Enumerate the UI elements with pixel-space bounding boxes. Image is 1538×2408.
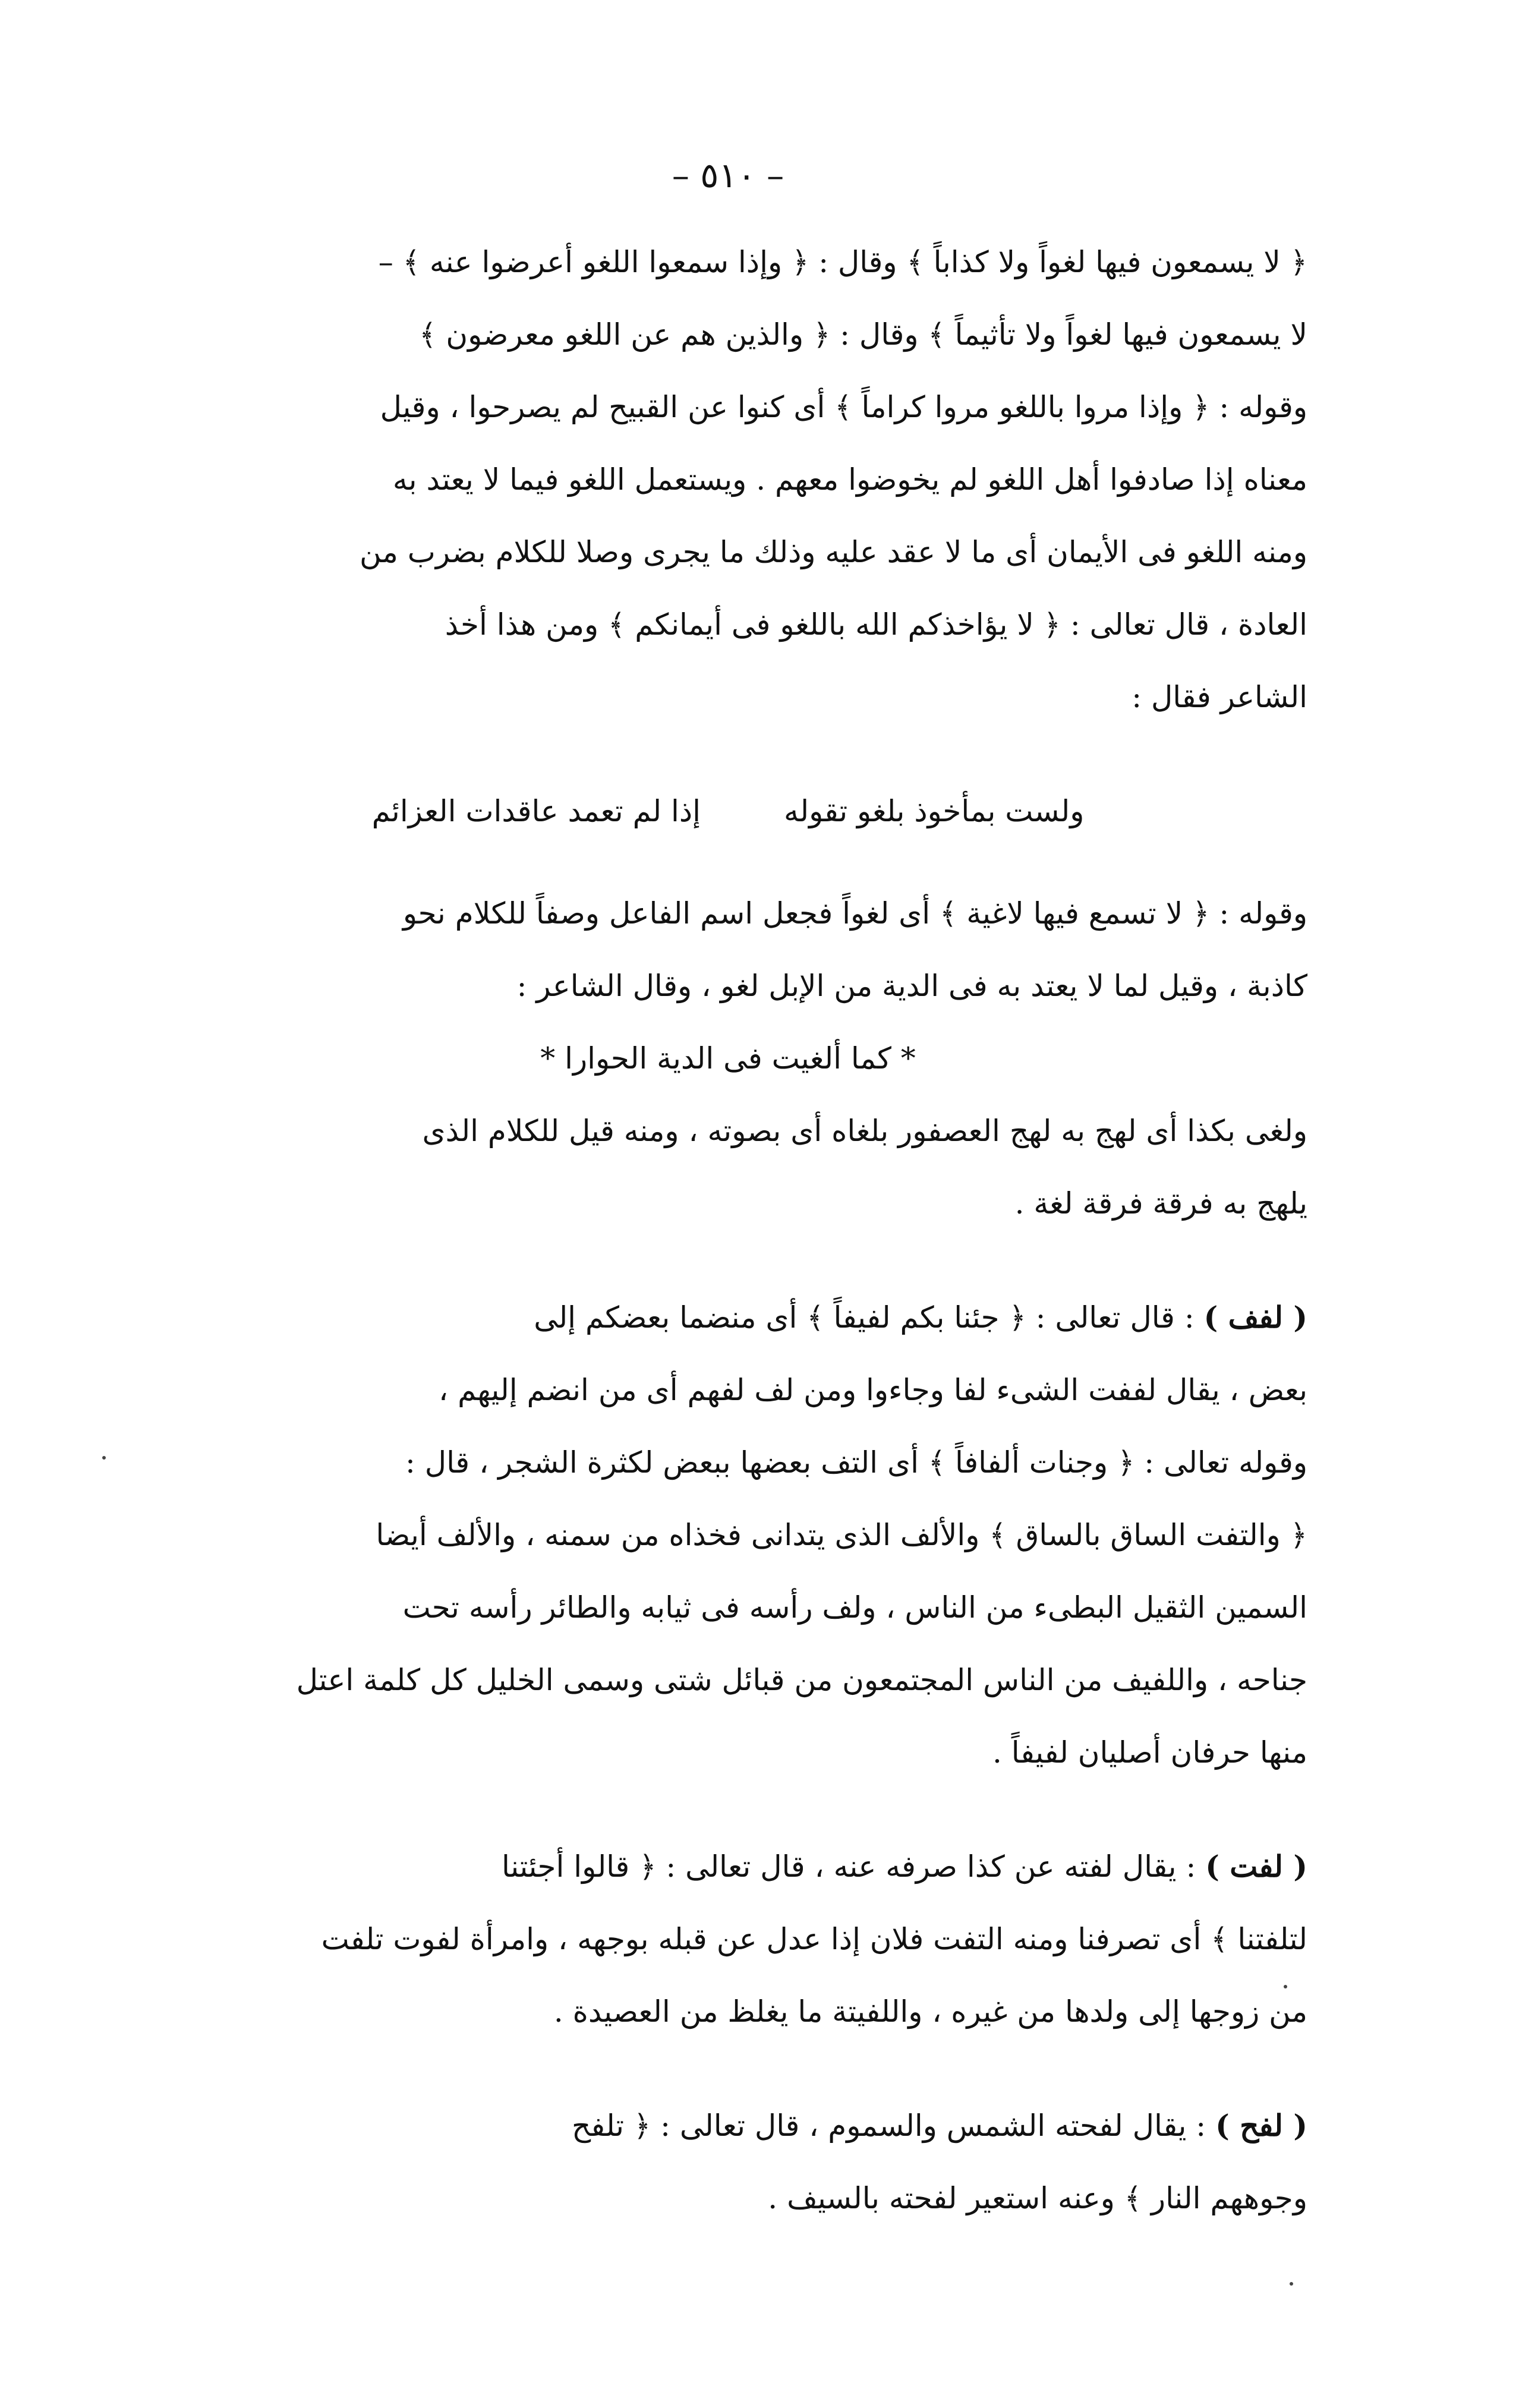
paragraph-laghiya — [149, 877, 1307, 1022]
book-page — [149, 149, 1307, 2234]
text-line: ولغى بكذا أى لهج به لهج العصفور بلغاه أى بصوته ، ومنه قيل للكلام الذى — [422, 1114, 1307, 1148]
text-segment: : يقال لفحته الشمس والسموم ، قال تعالى : ﴿ تلفح — [571, 2108, 1206, 2143]
text-line: معناه إذا صادفوا أهل اللغو لم يخوضوا معهم . ويستعمل اللغو فيما لا يعتد به — [392, 462, 1307, 497]
entry-lafh — [149, 2089, 1307, 2234]
entry-laff — [149, 1281, 1307, 1789]
verse-hemistich-second: إذا لم تعمد عاقدات العزائم — [371, 794, 701, 828]
text-line: وقوله : ﴿ وإذا مروا باللغو مروا كراماً ﴾ أى كنوا عن القبيح لم يصرحوا ، وقيل — [380, 390, 1307, 424]
text-line: من زوجها إلى ولدها من غيره ، واللفيتة ما يغلظ من العصيدة . — [553, 1994, 1307, 2029]
paragraph-laghw-continued — [149, 226, 1307, 733]
entry-headword: ( لفت ) — [1205, 1849, 1307, 1884]
entry-headword: ( لفف ) — [1203, 1300, 1307, 1335]
verse-hemistich-first: ولست بمأخوذ بلغو تقوله — [784, 794, 1085, 828]
text-line: الشاعر فقال : — [1132, 680, 1307, 714]
paragraph-lagha — [149, 1095, 1307, 1240]
scan-speck — [102, 1456, 106, 1460]
text-line: كاذبة ، وقيل لما لا يعتد به فى الدية من الإبل لغو ، وقال الشاعر : — [516, 969, 1307, 1003]
text-line: يلهج به فرقة فرقة لغة . — [1014, 1186, 1307, 1221]
text-segment: : قال تعالى : ﴿ جئنا بكم لفيفاً ﴾ أى منضما بعضكم إلى — [534, 1300, 1195, 1335]
entry-first-line — [149, 2089, 1307, 2162]
text-line: بعض ، يقال لففت الشىء لفا وجاءوا ومن لف لفهم أى من انضم إليهم ، — [439, 1373, 1307, 1407]
text-line: العادة ، قال تعالى : ﴿ لا يؤاخذكم الله باللغو فى أيمانكم ﴾ ومن هذا أخذ — [445, 607, 1307, 642]
text-line: منها حرفان أصليان لفيفاً . — [992, 1735, 1307, 1770]
scan-speck — [1290, 2282, 1293, 2286]
scan-speck — [1284, 1985, 1287, 1988]
text-line: وقوله : ﴿ لا تسمع فيها لاغية ﴾ أى لغواً فجعل اسم الفاعل وصفاً للكلام نحو — [402, 896, 1307, 931]
entry-first-line — [149, 1830, 1307, 1903]
entry-first-line — [149, 1281, 1307, 1354]
page-number: – ٥١٠ – — [672, 155, 784, 196]
poetry-half-verse: * كما ألغيت فى الدية الحوارا * — [540, 1041, 916, 1076]
text-line: ومنه اللغو فى الأيمان أى ما لا عقد عليه وذلك ما يجرى وصلا للكلام بضرب من — [360, 535, 1307, 569]
text-line: وقوله تعالى : ﴿ وجنات ألفافاً ﴾ أى التف بعضها ببعض لكثرة الشجر ، قال : — [405, 1445, 1307, 1480]
text-line: جناحه ، واللفيف من الناس المجتمعون من قبائل شتى وسمى الخليل كل كلمة اعتل — [296, 1663, 1307, 1697]
poetry-verse — [149, 775, 1307, 847]
text-line: ﴿ لا يسمعون فيها لغواً ولا كذاباً ﴾ وقال : ﴿ وإذا سمعوا اللغو أعرضوا عنه ﴾ – — [378, 245, 1307, 279]
text-line: ﴿ والتفت الساق بالساق ﴾ والألف الذى يتدانى فخذاه من سمنه ، والألف أيضا — [376, 1518, 1307, 1552]
text-line: لا يسمعون فيها لغواً ولا تأثيماً ﴾ وقال : ﴿ والذين هم عن اللغو معرضون ﴾ — [419, 317, 1307, 352]
text-line: وجوههم النار ﴾ وعنه استعير لفحته بالسيف . — [768, 2181, 1307, 2215]
entry-headword: ( لفح ) — [1215, 2108, 1307, 2143]
entry-laft — [149, 1830, 1307, 2048]
text-line: لتلفتنا ﴾ أى تصرفنا ومنه التفت فلان إذا عدل عن قبله بوجهه ، وامرأة لفوت تلفت — [321, 1922, 1307, 1956]
text-line: السمين الثقيل البطىء من الناس ، ولف رأسه فى ثيابه والطائر رأسه تحت — [402, 1590, 1307, 1625]
text-segment: : يقال لفته عن كذا صرفه عنه ، قال تعالى : ﴿ قالوا أجئتنا — [502, 1849, 1196, 1884]
